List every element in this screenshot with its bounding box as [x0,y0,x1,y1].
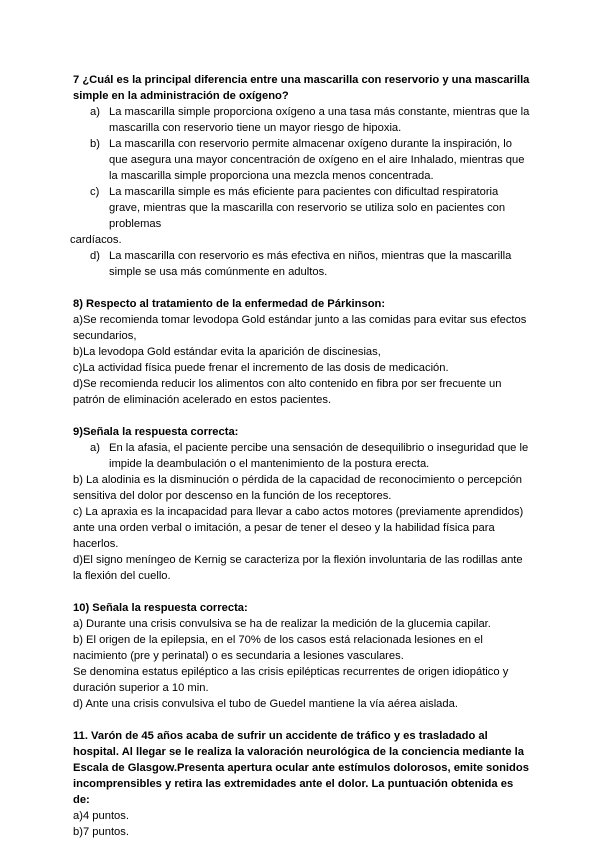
question-10-title: 10) Señala la respuesta correcta: [73,602,248,614]
question-7-option-a: a) La mascarilla simple proporciona oxígeno a una tasa más constante, mientras que la mascarilla con reservorio tiene un mayor riesgo de hipoxia. [90,106,530,134]
question-7-option-c-continuation: cardíacos. [70,234,122,246]
question-7-option-c: c) La mascarilla simple es más eficiente para pacientes con dificultad respiratoria grave, mientras que la mascarilla con reservorio se utiliza solo en pacientes con problemas [90,186,506,230]
question-10-option-d: d) Ante una crisis convulsiva el tubo de Guedel mantiene la vía aérea aislada. [73,698,458,710]
question-9 [73,424,530,584]
question-7-option-b: b) La mascarilla con reservorio permite almacenar oxígeno durante la inspiración, lo que asegura una mayor concentración de oxígeno en el aire Inhalado, mientras que la mascarilla simple proporciona una mezcla menos concentrada. [90,138,525,182]
question-11 [73,728,530,840]
question-8-option-d: d)Se recomienda reducir los alimentos con alto contenido en fibra por ser frecuente un patrón de eliminación acelerado en estos pacientes. [73,378,502,406]
question-10-option-c: Se denomina estatus epiléptico a las crisis epilépticas recurrentes de origen idiopático y duración superior a 10 min. [73,666,509,694]
question-7 [70,72,530,280]
question-8-option-c: c)La actividad física puede frenar el incremento de las dosis de medicación. [73,362,449,374]
document-page [70,72,530,856]
question-9-option-b: b) La alodinia es la disminución o pérdida de la capacidad de reconocimiento o percepción sensitiva del dolor por descenso en la función de los receptores. [73,474,523,502]
question-9-option-d: d)El signo meníngeo de Kernig se caracteriza por la flexión involuntaria de las rodillas ante la flexión del cuello. [73,554,523,582]
question-8-option-a: a)Se recomienda tomar levodopa Gold estándar junto a las comidas para evitar sus efectos secundarios, [73,314,527,342]
question-10-option-b: b) El origen de la epilepsia, en el 70% de los casos está relacionada lesiones en el nacimiento (pre y perinatal) o es secundaria a lesiones vasculares. [73,634,483,662]
question-9-option-a: a) En la afasia, el paciente percibe una sensación de desequilibrio o inseguridad que le impide la deambulación o el mantenimiento de la postura erecta. [90,442,529,470]
question-10-option-a: a) Durante una crisis convulsiva se ha de realizar la medición de la glucemia capilar. [73,618,491,630]
question-8-option-b: b)La levodopa Gold estándar evita la aparición de discinesias, [73,346,381,358]
question-7-option-d: d) La mascarilla con reservorio es más efectiva en niños, mientras que la mascarilla simple se usa más comúnmente en adultos. [90,250,512,278]
question-11-option-b: b)7 puntos. [73,826,129,838]
question-8 [73,296,530,408]
question-11-title: 11. Varón de 45 años acaba de sufrir un accidente de tráfico y es trasladado al hospital. Al llegar se le realiza la valoración neurológica de la conciencia mediante la Escala de Glasgow.Presenta apertura ocular ante estímulos dolorosos, emite sonidos incomprensibles y retira las extremidades ante el dolor. La puntuación obtenida es de: [73,730,529,806]
question-11-option-a: a)4 puntos. [73,810,129,822]
question-10 [73,600,530,712]
question-7-title: 7 ¿Cuál es la principal diferencia entre una mascarilla con reservorio y una mascarilla simple en la administración de oxígeno? [73,74,530,102]
question-8-title: 8) Respecto al tratamiento de la enfermedad de Párkinson: [73,298,386,310]
question-9-title: 9)Señala la respuesta correcta: [73,426,239,438]
question-9-option-c: c) La apraxia es la incapacidad para llevar a cabo actos motores (previamente aprendidos) ante una orden verbal o imitación, a pesar de tener el deseo y la habilidad física para hacerlos. [73,506,524,550]
